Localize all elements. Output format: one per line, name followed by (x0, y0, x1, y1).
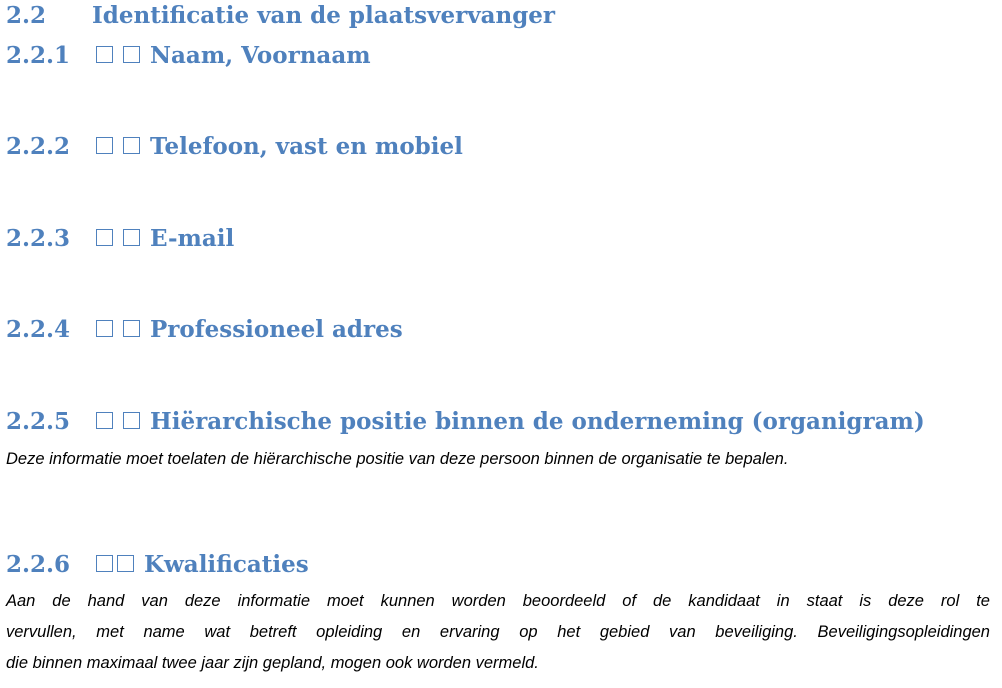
item-heading (6, 408, 925, 435)
item-title: Telefoon, vast en mobiel (150, 133, 463, 160)
checkbox-group (96, 556, 144, 573)
checkbox-group (96, 47, 150, 64)
checkbox[interactable] (123, 46, 140, 63)
item-number: 2.2.1 (6, 42, 71, 69)
item-description (6, 586, 990, 679)
checkbox[interactable] (117, 555, 134, 572)
item-number: 2.2.3 (6, 225, 71, 252)
checkbox-group (96, 138, 150, 155)
checkbox[interactable] (123, 137, 140, 154)
checkbox[interactable] (123, 320, 140, 337)
description-line: vervullen, met name wat betreft opleiding en ervaring op het gebied van beveiliging. Beveiligingsopleidingen (6, 623, 990, 641)
checkbox-group (96, 321, 150, 338)
item-number: 2.2.4 (6, 316, 71, 343)
item-heading (6, 551, 309, 578)
item-heading (6, 42, 371, 69)
description-line: Aan de hand van deze informatie moet kunnen worden beoordeeld of de kandidaat in staat is deze rol te (6, 592, 990, 610)
item-heading (6, 316, 403, 343)
checkbox[interactable] (96, 320, 113, 337)
item-title: Naam, Voornaam (150, 42, 371, 69)
checkbox[interactable] (123, 229, 140, 246)
checkbox[interactable] (96, 229, 113, 246)
checkbox-group (96, 413, 150, 430)
item-title: E-mail (150, 225, 235, 252)
checkbox[interactable] (96, 412, 113, 429)
item-number: 2.2.2 (6, 133, 71, 160)
checkbox[interactable] (123, 412, 140, 429)
checkbox[interactable] (96, 137, 113, 154)
item-heading (6, 133, 463, 160)
checkbox-group (96, 230, 150, 247)
section-number: 2.2 (6, 2, 47, 29)
section-heading (6, 2, 555, 29)
section-title: Identificatie van de plaatsvervanger (92, 2, 556, 29)
checkbox[interactable] (96, 555, 113, 572)
item-title: Hiërarchische positie binnen de onderneming (organigram) (150, 408, 925, 435)
item-description: Deze informatie moet toelaten de hiërarchische positie van deze persoon binnen de organisatie te bepalen. (6, 450, 789, 468)
item-title: Professioneel adres (150, 316, 403, 343)
item-number: 2.2.5 (6, 408, 71, 435)
item-number: 2.2.6 (6, 551, 71, 578)
checkbox[interactable] (96, 46, 113, 63)
item-title: Kwalificaties (144, 551, 309, 578)
description-line: die binnen maximaal twee jaar zijn gepland, mogen ook worden vermeld. (6, 654, 539, 672)
item-heading (6, 225, 234, 252)
